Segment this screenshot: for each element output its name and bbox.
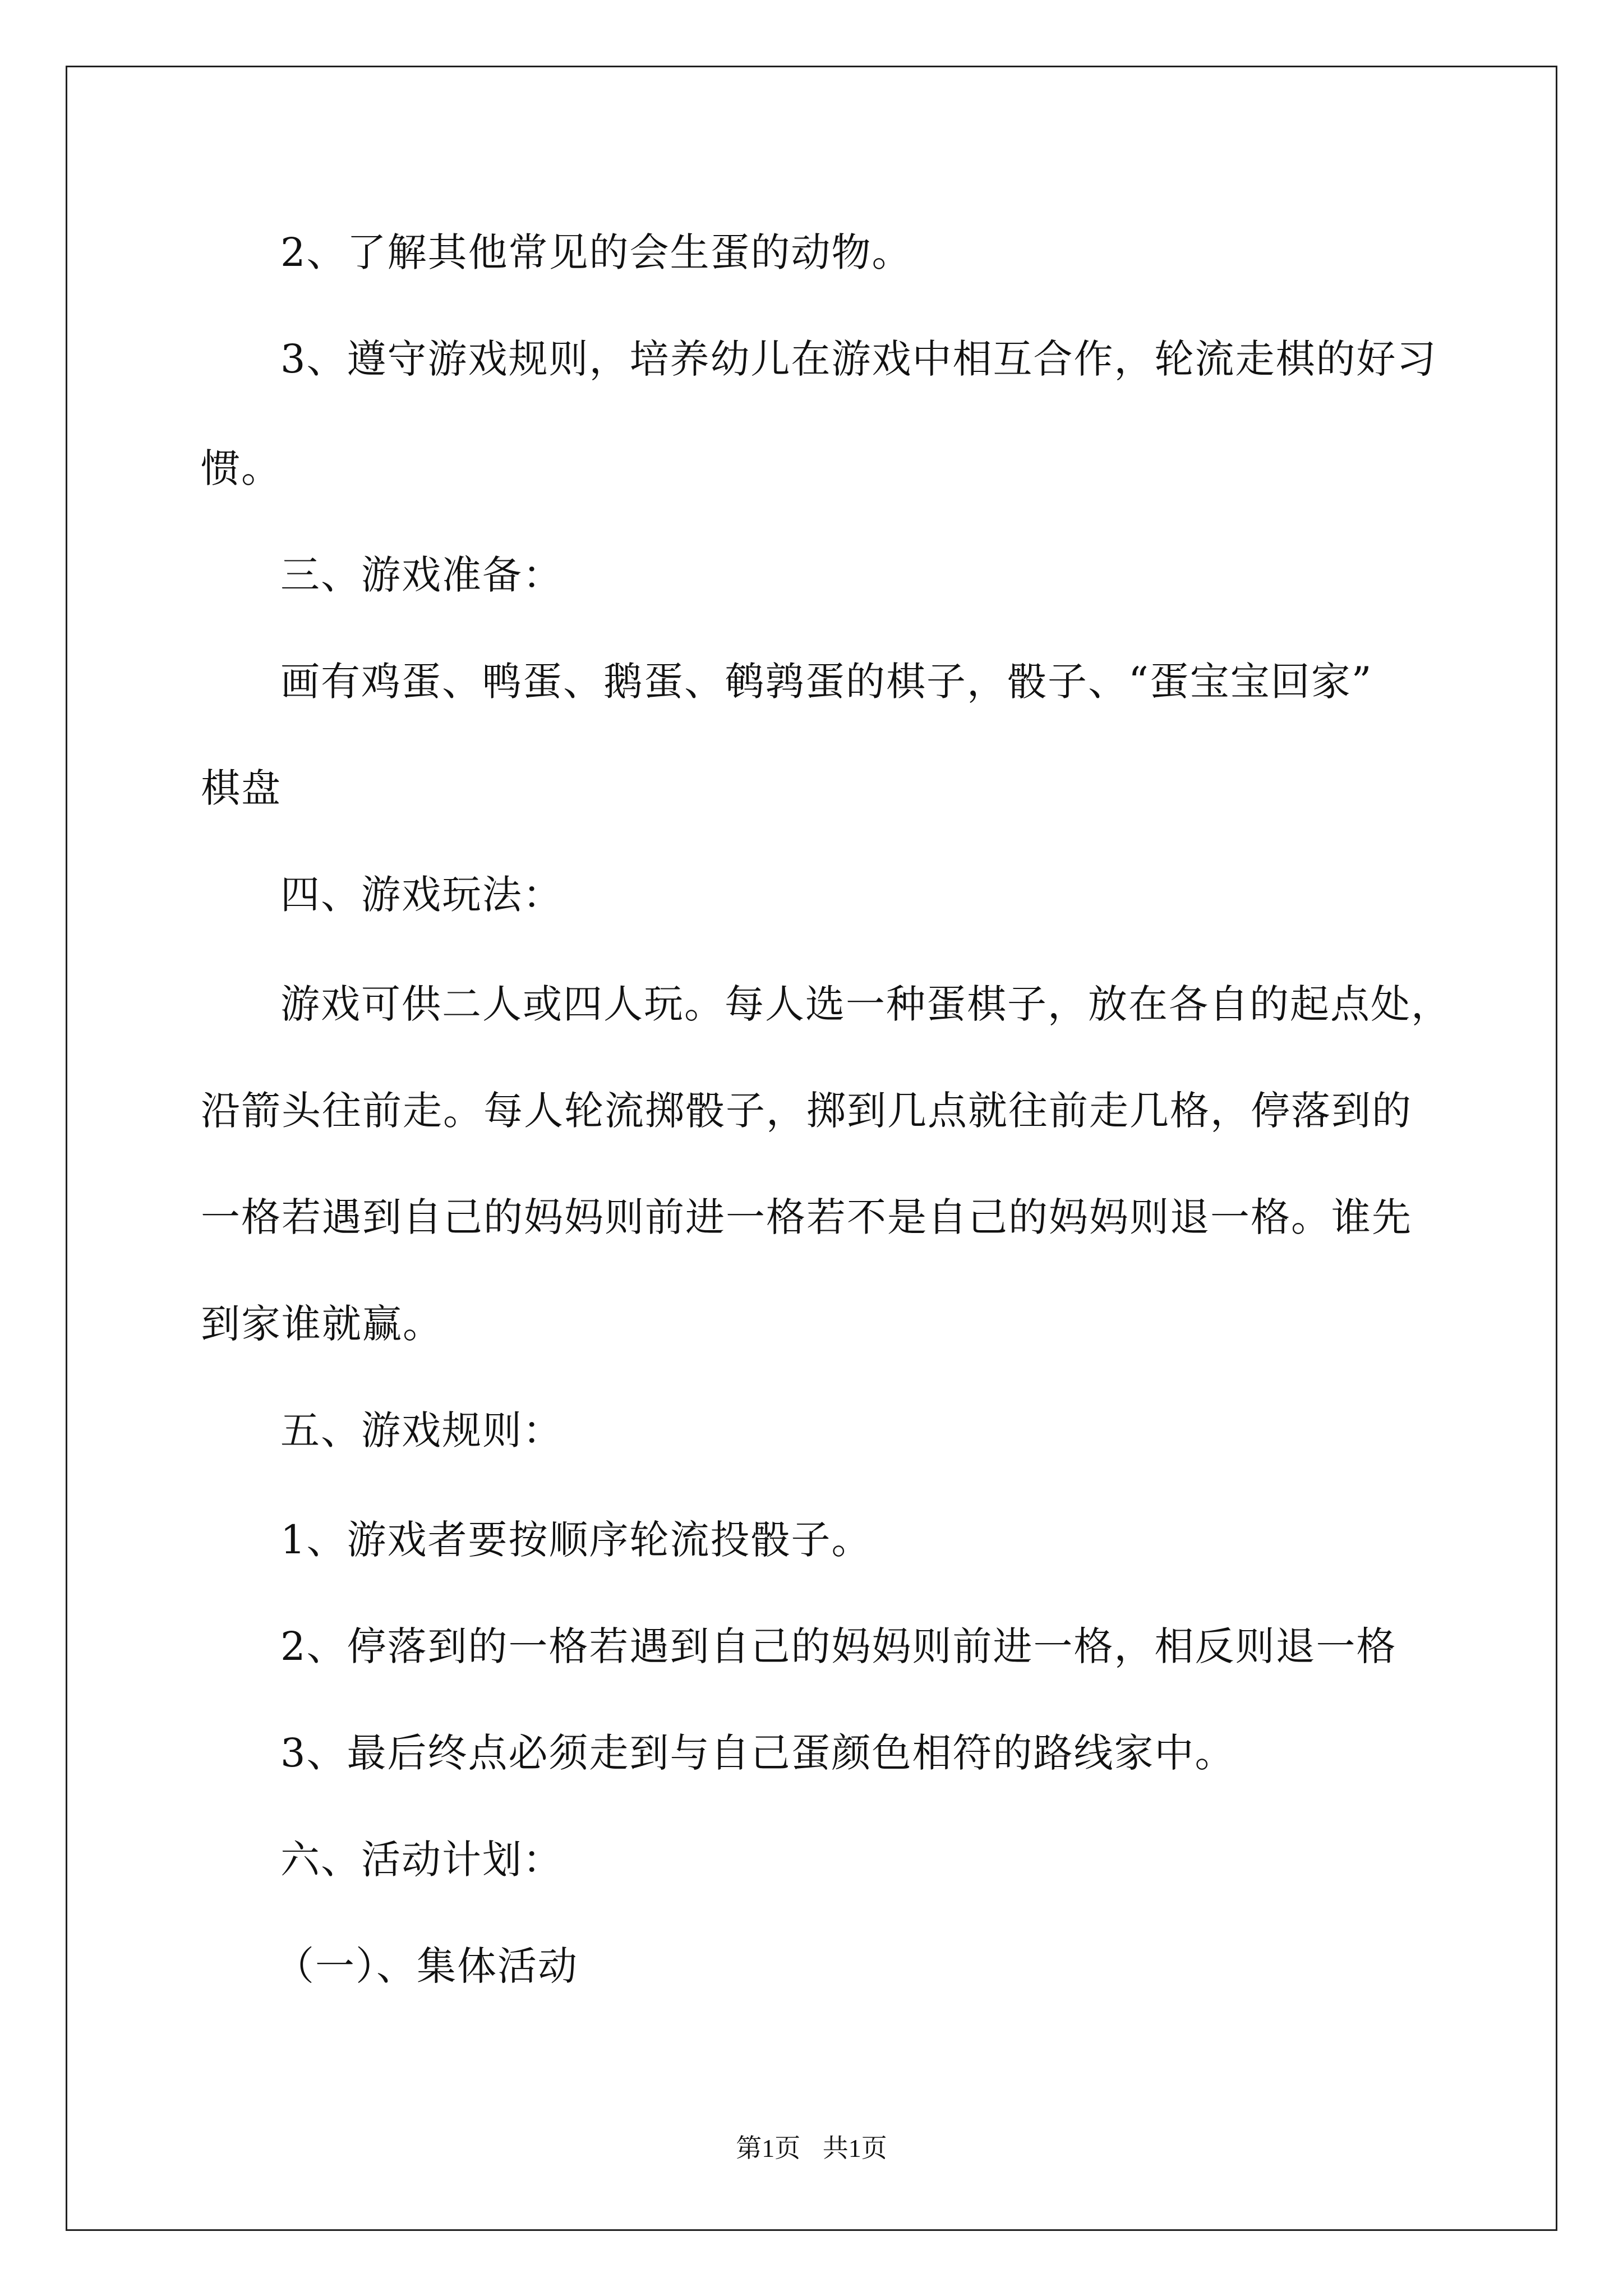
preparation-line: 画有鸡蛋、鸭蛋、鹅蛋、鹌鹑蛋的棋子，骰子、“蛋宝宝回家” xyxy=(280,659,1373,705)
goal-3-line: 3、遵守游戏规则，培养幼儿在游戏中相互合作，轮流走棋的好习 xyxy=(280,336,1437,382)
preparation-continuation-line: 棋盘 xyxy=(201,765,282,811)
page-footer xyxy=(0,2132,1623,2165)
section-heading-plan: 六、活动计划： xyxy=(280,1837,563,1883)
goal-3-continuation-line: 惯。 xyxy=(201,445,282,491)
section-heading-preparation: 三、游戏准备： xyxy=(280,552,563,598)
plan-subheading: （一）、集体活动 xyxy=(275,1943,578,1989)
section-heading-gameplay: 四、游戏玩法： xyxy=(280,872,563,918)
section-heading-rules: 五、游戏规则： xyxy=(280,1407,563,1453)
page-total-label: 共1页 xyxy=(822,2134,887,2162)
goal-2-line: 2、了解其他常见的会生蛋的动物。 xyxy=(280,229,912,275)
gameplay-line-4: 到家谁就赢。 xyxy=(201,1301,443,1347)
rule-2-line: 2、停落到的一格若遇到自己的妈妈则前进一格，相反则退一格 xyxy=(280,1623,1397,1669)
page-current-label: 第1页 xyxy=(736,2134,801,2162)
page-border xyxy=(66,66,1557,2231)
gameplay-line-1: 游戏可供二人或四人玩。每人选一种蛋棋子，放在各自的起点处， xyxy=(280,981,1451,1027)
gameplay-line-3: 一格若遇到自己的妈妈则前进一格若不是自己的妈妈则退一格。谁先 xyxy=(201,1194,1412,1240)
rule-1-line: 1、游戏者要按顺序轮流投骰子。 xyxy=(280,1517,872,1563)
rule-3-line: 3、最后终点必须走到与自己蛋颜色相符的路线家中。 xyxy=(280,1730,1235,1776)
gameplay-line-2: 沿箭头往前走。每人轮流掷骰子，掷到几点就往前走几格，停落到的 xyxy=(201,1088,1412,1134)
